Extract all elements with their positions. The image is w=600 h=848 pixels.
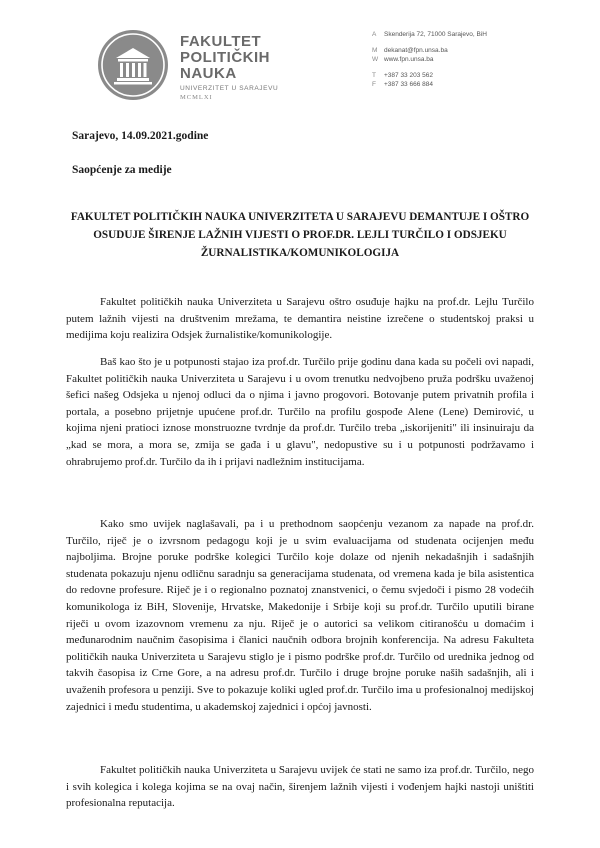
mail-key: M <box>372 47 378 54</box>
founding-year: MCMLXI <box>180 94 213 101</box>
faculty-logo-icon <box>96 28 170 102</box>
fax-text: +387 33 666 884 <box>384 81 433 88</box>
web-key: W <box>372 56 379 63</box>
paragraph-3: Kako smo uvijek naglašavali, pa i u prethodnom saopćenju vezanom za napade na prof.dr. Turčilo, riječ je o izvrsnom pedagogu koji je u svim evaluacijama od studenata ocijenjen među najboljima. Brojne poruke podrške kolegici Turčilo koje dolaze od njenih nekadašnjih i sadašnjih studenata pokazuju njenu odličnu saradnju sa generacijama studenata, od vremena kada je bila asistentica do redovne profesure. Riječ je i o regionalno poznatoj znanstvenici, o čemu svjedoči i pismo 28 vodećih komunikologa iz BiH, Slovenije, Hrvatske, Makedonije i Srbije koji su prof.dr. Turčilo uputili birane riječi u ovom izazovnom vremenu za nju. Riječ je o autorici sa velikom citiranošću u domaćim i međunarodnim naučnim časopisima i članici naučnih odbora brojnih konferencija. Na adresu Fakulteta političkih nauka Univerziteta u Sarajevu stiglo je i pismo podrške prof.dr. Turčilo od urednika jednog od takvih časopisa iz Crne Gore, a na adresu prof.dr. Turčilo i druge brojne poruke naših sadašnjih, ali i uvaženih profesora u penziji. Sve to pokazuje koliki ugled prof.dr. Turčilo ima u profesionalnoj medijskoj zajednici i među studentima, u akademskoj zajednici i općoj javnosti. <box>66 518 534 713</box>
paragraph-4: Fakultet političkih nauka Univerziteta u Sarajevu uvijek će stati ne samo iza prof.dr. Turčilo, nego i svih kolegica i kolega kojima se na ovaj način, širenjem lažnih vijesti i vođenjem hajki nastoji uništiti profesionalna reputacija. <box>66 764 534 810</box>
web-link[interactable]: www.fpn.unsa.ba <box>384 56 434 63</box>
contact-block <box>372 30 487 89</box>
contact-phone-row <box>372 71 487 80</box>
faculty-name-line-3: NAUKA <box>180 65 237 82</box>
faculty-name-block <box>180 34 278 101</box>
phone-key: T <box>372 72 376 79</box>
university-name: UNIVERZITET U SARAJEVU <box>180 85 279 92</box>
contact-mail-row <box>372 46 487 55</box>
contact-fax-row <box>372 80 487 89</box>
contact-web-row <box>372 55 487 64</box>
date-line: Sarajevo, 14.09.2021.godine <box>72 130 209 142</box>
address-text: Skenderija 72, 71000 Sarajevo, BiH <box>384 31 487 38</box>
faculty-name-line-1: FAKULTET <box>180 33 262 50</box>
subject-line: Saopćenje za medije <box>72 164 172 176</box>
document-title: FAKULTET POLITIČKIH NAUKA UNIVERZITETA U SARAJEVU DEMANTUJE I OŠTRO OSUDUJE ŠIRENJE LAŽNIH VIJESTI O PROF.DR. LEJLI TURČILO I ODSJEKU ŽURNALISTIKA/KOMUNIKOLOGIJA <box>70 211 530 259</box>
address-key: A <box>372 31 377 38</box>
contact-address-row <box>372 30 487 39</box>
mail-link[interactable]: dekanat@fpn.unsa.ba <box>384 47 448 54</box>
phone-text: +387 33 203 562 <box>384 72 433 79</box>
faculty-name-line-2: POLITIČKIH <box>180 49 270 66</box>
paragraph-1: Fakultet političkih nauka Univerziteta u Sarajevu oštro osuđuje hajku na prof.dr. Lejlu Turčilo putem lažnih vijesti na društvenim mrežama, te demantira neistine izrečene o studentskoj praksi u medijima koju realizira Odsjek žurnalistike/komunikologije. <box>66 296 534 342</box>
fax-key: F <box>372 81 376 88</box>
paragraph-2: Baš kao što je u potpunosti stajao iza prof.dr. Turčilo prije godinu dana kada su počeli ovi napadi, Fakultet političkih nauka Univerziteta u Sarajevu i u ovom trenutku nedvojbeno pruža podršku uvaženoj šefici našeg Odsjeka u njenoj odluci da o njima i javno progovori. Botovanje putem privatnih profila i portala, a posebno prijetnje upućene prof.dr. Turčilo na profilu gospođe Alene (Lene) Demirović, u kojima njeni pratioci iznose monstruozne tvrdnje da prof.dr. Turčilo treba „iskorijeniti" ili insinuiraju da „kad se mora, a mora se, zmija se gađa i u glavu", nedopustive su i u potpunosti podržavamo i ohrabrujemo prof.dr. Turčilo da ih i prijavi nadležnim institucijama. <box>66 356 534 468</box>
